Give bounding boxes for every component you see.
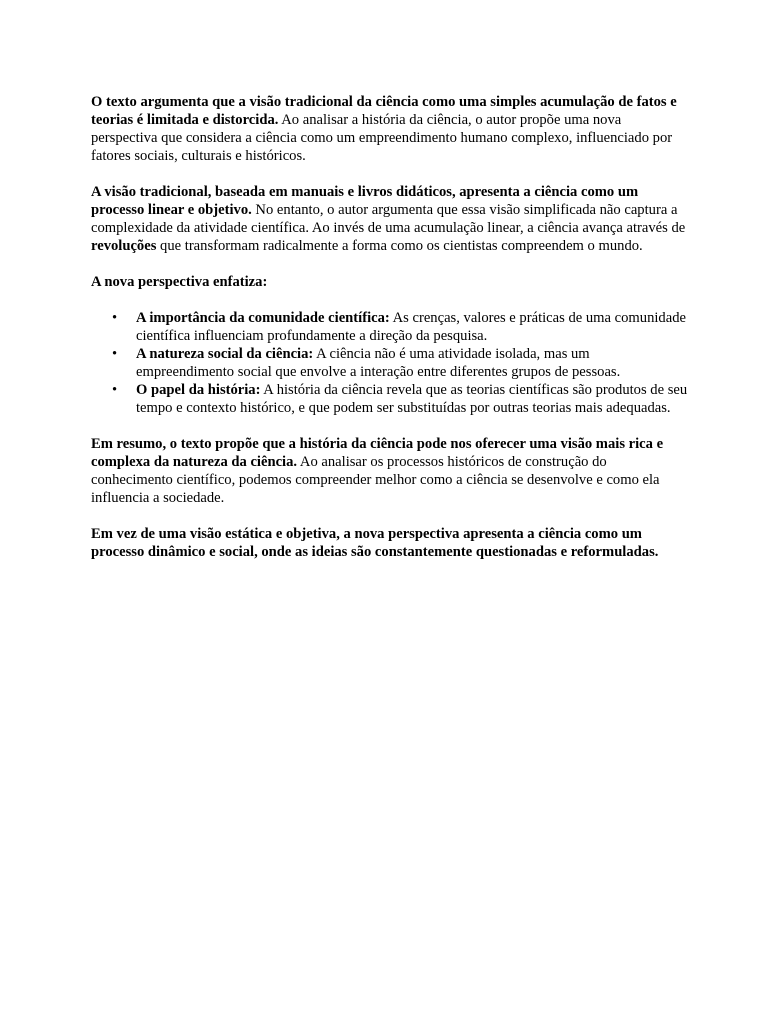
revolucoes-bold: revoluções: [91, 238, 157, 254]
paragraph-traditional-view-text-end: que transformam radicalmente a forma como os cientistas compreendem o mundo.: [156, 238, 643, 254]
emphasis-list: [91, 309, 691, 417]
bullet-icon: •: [112, 382, 118, 398]
paragraph-traditional-view-text: No entanto, o autor argumenta que essa visão simplificada não captura a complexidade da atividade científica. Ao invés de uma acumulação linear, a ciência avança através de: [91, 202, 686, 236]
paragraph-traditional-view-bold: A visão tradicional, baseada em manuais e livros didáticos, apresenta a ciência como um processo linear e objetivo.: [91, 184, 639, 218]
list-item-text: A história da ciência revela que as teorias científicas são produtos de seu tempo e contexto histórico, e que podem ser substituídas por outras teorias mais adequadas.: [136, 382, 688, 416]
list-item: [112, 309, 691, 345]
paragraph-summary: [91, 435, 691, 507]
list-item-bold: O papel da história:: [136, 382, 261, 398]
paragraph-intro: [91, 93, 691, 165]
bullet-icon: •: [112, 310, 118, 326]
list-item-text: A ciência não é uma atividade isolada, mas um empreendimento social que envolve a interação entre diferentes grupos de pessoas.: [136, 346, 621, 380]
list-item: [112, 345, 691, 381]
paragraph-new-perspective-heading: [91, 273, 691, 291]
list-item-bold: A importância da comunidade científica:: [136, 310, 390, 326]
paragraph-conclusion-bold: Em vez de uma visão estática e objetiva, a nova perspectiva apresenta a ciência como um processo dinâmico e social, onde as ideias são constantemente questionadas e reformuladas.: [91, 526, 659, 560]
paragraph-summary-bold: Em resumo, o texto propõe que a história da ciência pode nos oferecer uma visão mais rica e complexa da natureza da ciência.: [91, 436, 664, 470]
bullet-icon: •: [112, 346, 118, 362]
paragraph-conclusion: [91, 525, 691, 561]
paragraph-intro-bold: O texto argumenta que a visão tradicional da ciência como uma simples acumulação de fatos e teorias é limitada e distorcida.: [91, 94, 677, 128]
document-page: [91, 93, 691, 579]
paragraph-traditional-view: [91, 183, 691, 255]
paragraph-summary-text: Ao analisar os processos históricos de construção do conhecimento científico, podemos compreender melhor como a ciência se desenvolve e como ela influencia a sociedade.: [91, 454, 660, 506]
new-perspective-heading: A nova perspectiva enfatiza:: [91, 274, 268, 290]
list-item-text: As crenças, valores e práticas de uma comunidade científica influenciam profundamente a direção da pesquisa.: [136, 310, 686, 344]
list-item: [112, 381, 691, 417]
paragraph-intro-text: Ao analisar a história da ciência, o autor propõe uma nova perspectiva que considera a ciência como um empreendimento humano complexo, influenciado por fatores sociais, culturais e históricos.: [91, 112, 673, 164]
list-item-bold: A natureza social da ciência:: [136, 346, 314, 362]
